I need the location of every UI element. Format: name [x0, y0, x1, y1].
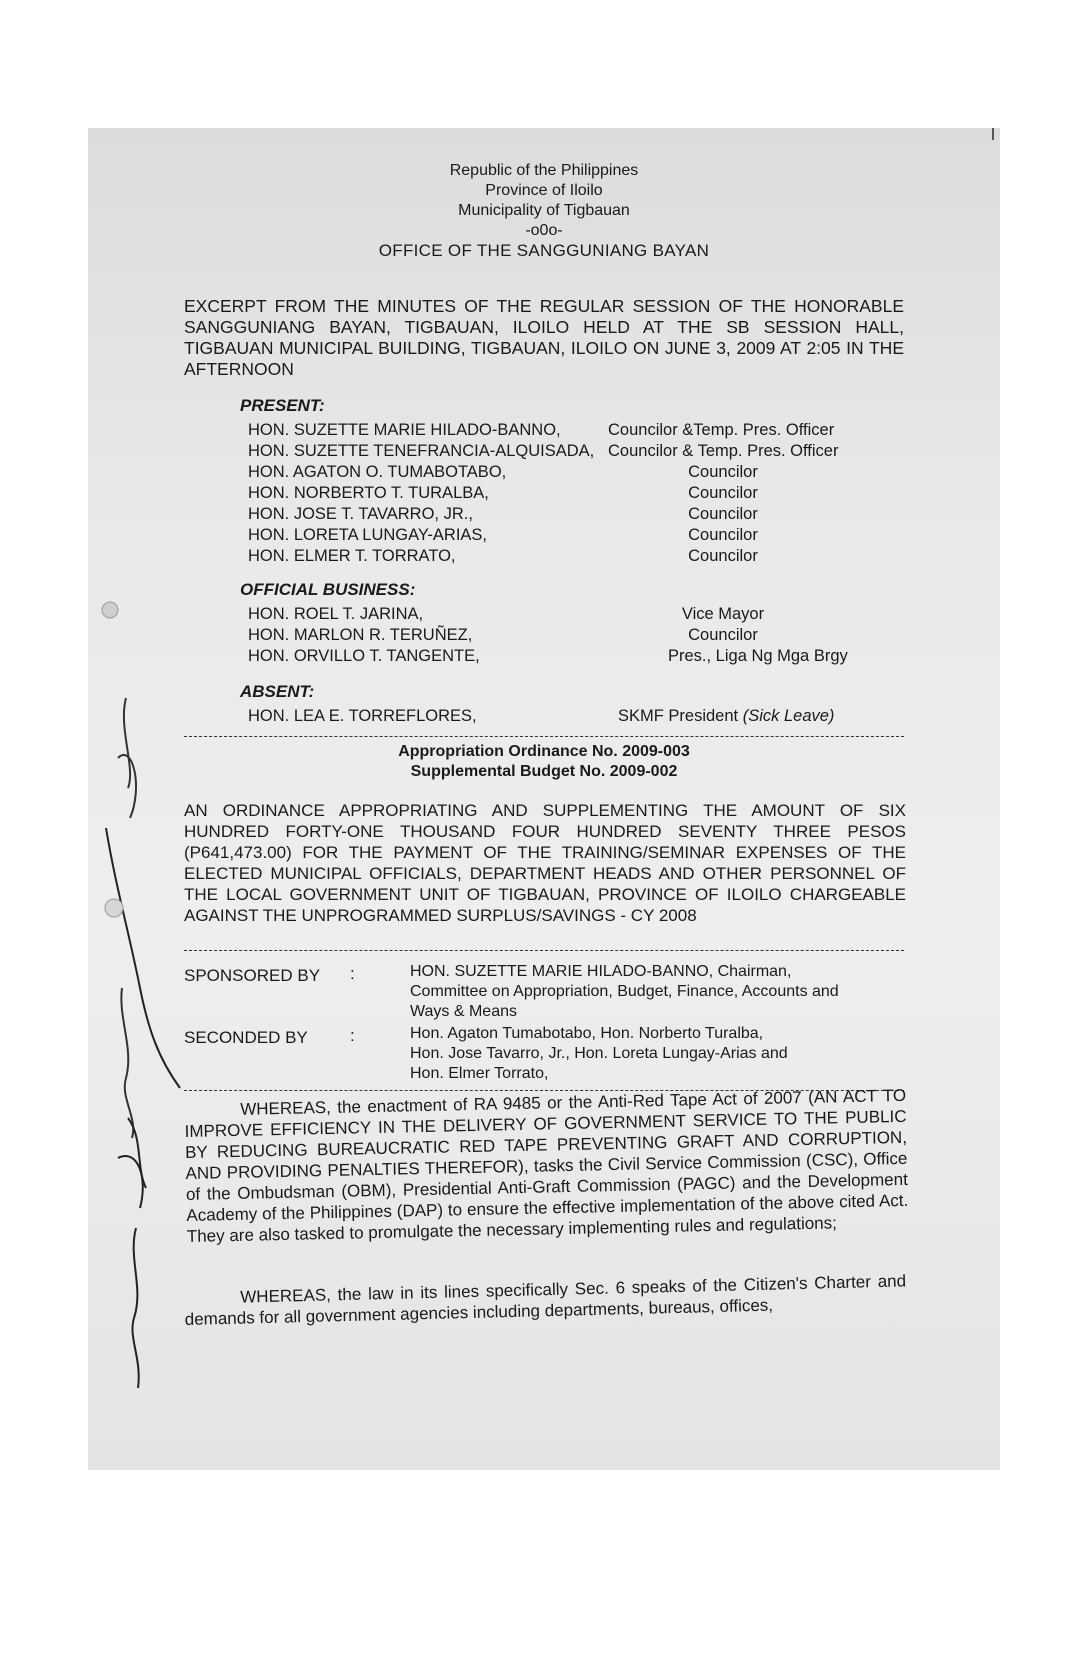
member-position: Pres., Liga Ng Mga Brgy: [668, 647, 848, 665]
member-position: Councilor &Temp. Pres. Officer: [608, 421, 835, 439]
header-province: Province of Iloilo: [485, 182, 603, 199]
member-name: HON. ORVILLO T. TANGENTE,: [248, 647, 480, 665]
document-text: [88, 128, 1000, 1470]
member-name: HON. LORETA LUNGAY-ARIAS,: [248, 526, 488, 544]
member-position: Vice Mayor: [681, 605, 765, 623]
divider: [184, 736, 904, 737]
member-position-title: SKMF President: [618, 707, 739, 725]
header-republic: Republic of the Philippines: [449, 162, 639, 179]
scanned-page: [88, 128, 1000, 1470]
whereas-text: WHEREAS, the enactment of RA 9485 or the Anti-Red Tape Act of 2007 (AN ACT TO IMPROVE EFFICIENCY IN THE DELIVERY OF GOVERNMENT SERVICE TO THE PUBLIC BY REDUCING BUREAUCRATIC RED TAPE PREVENTING GRAFT AND CORRUPTION, AND PROVIDING PENALTIES THEREFOR), tasks the Civil Service Commission (CSC), Office of the Ombudsman (OBM), Presidential Anti-Graft Commission (PAGC) and the Development Academy of the Philippines (DAP) to ensure the effective implementation of the above cited Act. They are also tasked to promulgate the necessary implementing rules and regulations;: [184, 1085, 909, 1246]
whereas-paragraph: [184, 1270, 907, 1330]
present-member: [248, 504, 948, 526]
member-name: HON. ELMER T. TORRATO,: [248, 547, 456, 565]
member-name: HON. AGATON O. TUMABOTABO,: [248, 463, 507, 481]
member-name: HON. ROEL T. JARINA,: [248, 605, 424, 623]
member-name: HON. SUZETTE MARIE HILADO-BANNO,: [248, 421, 561, 439]
whereas-paragraph: [184, 1085, 909, 1247]
absent-member: [248, 706, 948, 728]
member-name: HON. MARLON R. TERUÑEZ,: [248, 626, 473, 644]
ordinance-body: AN ORDINANCE APPROPRIATING AND SUPPLEMENTING THE AMOUNT OF SIX HUNDRED FORTY-ONE THOUSAND FOUR HUNDRED SEVENTY THREE PESOS (P641,473.00) FOR THE PAYMENT OF THE TRAINING/SEMINAR EXPENSES OF THE ELECTED MUNICIPAL OFFICIALS, DEPARTMENT HEADS AND OTHER PERSONNEL OF THE LOCAL GOVERNMENT UNIT OF TIGBAUAN, PROVINCE OF ILOILO CHARGEABLE AGAINST THE UNPROGRAMMED SURPLUS/SAVINGS - CY 2008: [184, 801, 906, 925]
present-label: PRESENT:: [240, 396, 325, 415]
official-business-member: [248, 646, 948, 668]
seconder-line: Hon. Jose Tavarro, Jr., Hon. Loreta Lungay-Arias and: [410, 1045, 788, 1062]
seconded-by-label: SECONDED BY: [184, 1028, 308, 1047]
member-note: (Sick Leave): [742, 707, 835, 725]
ordinance-number: Appropriation Ordinance No. 2009-003: [398, 743, 690, 760]
member-position: Councilor: [688, 626, 758, 644]
seconded-by-value: [410, 1024, 890, 1084]
member-position: Councilor: [688, 463, 758, 481]
present-member: [248, 546, 948, 568]
page-edge-mark: [992, 128, 994, 140]
sponsor-line: Ways & Means: [410, 1003, 517, 1020]
sponsored-by-value: [410, 962, 890, 1022]
member-position: Councilor: [688, 526, 758, 544]
member-position: Councilor & Temp. Pres. Officer: [608, 442, 839, 460]
header-separator: -o0o-: [525, 222, 563, 239]
divider: [184, 950, 904, 951]
present-member: [248, 462, 948, 484]
header-office: OFFICE OF THE SANGGUNIANG BAYAN: [378, 241, 710, 260]
official-business-label: OFFICIAL BUSINESS:: [240, 580, 416, 599]
member-position: [618, 706, 834, 726]
seconder-line: Hon. Elmer Torrato,: [410, 1065, 549, 1082]
whereas-text: WHEREAS, the law in its lines specifically Sec. 6 speaks of the Citizen's Charter and demands for all government agencies including departments, bureaus, offices,: [184, 1271, 907, 1329]
member-name: HON. NORBERTO T. TURALBA,: [248, 484, 489, 502]
official-business-member: [248, 625, 948, 647]
member-name: HON. SUZETTE TENEFRANCIA-ALQUISADA,: [248, 442, 595, 460]
absent-label: ABSENT:: [240, 682, 315, 701]
member-position: Councilor: [688, 547, 758, 565]
member-name: HON. JOSE T. TAVARRO, JR.,: [248, 505, 473, 523]
member-position: Councilor: [688, 505, 758, 523]
header-municipality: Municipality of Tigbauan: [458, 202, 630, 219]
present-member: [248, 483, 948, 505]
sponsor-line: HON. SUZETTE MARIE HILADO-BANNO, Chairman,: [410, 963, 792, 980]
present-member: [248, 525, 948, 547]
present-member: [248, 420, 948, 442]
present-member: [248, 441, 948, 463]
member-position: Councilor: [688, 484, 758, 502]
sponsor-line: Committee on Appropriation, Budget, Finance, Accounts and: [410, 983, 839, 1000]
supplemental-budget-number: Supplemental Budget No. 2009-002: [410, 763, 678, 780]
seconder-line: Hon. Agaton Tumabotabo, Hon. Norberto Turalba,: [410, 1025, 764, 1042]
member-name: HON. LEA E. TORREFLORES,: [248, 707, 477, 725]
minutes-excerpt: EXCERPT FROM THE MINUTES OF THE REGULAR SESSION OF THE HONORABLE SANGGUNIANG BAYAN, TIGBAUAN, ILOILO HELD AT THE SB SESSION HALL, TIGBAUAN MUNICIPAL BUILDING, TIGBAUAN, ILOILO ON JUNE 3, 2009 AT 2:05 IN THE AFTERNOON: [184, 296, 904, 379]
seconded-by-colon: :: [350, 1026, 355, 1045]
margin-signatures: [88, 128, 188, 1470]
sponsored-by-colon: :: [350, 964, 355, 983]
official-business-member: [248, 604, 948, 626]
sponsored-by-label: SPONSORED BY: [184, 966, 321, 985]
